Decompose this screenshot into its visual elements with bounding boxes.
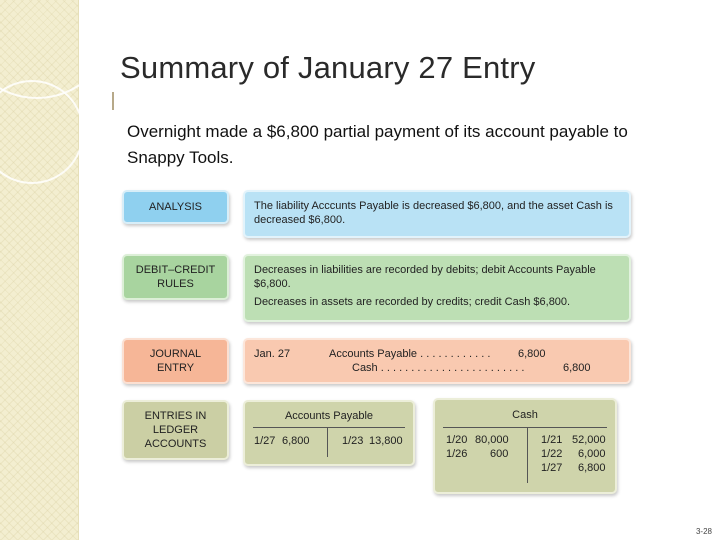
ledger-label-line2: LEDGER (152, 424, 199, 436)
ap-debit-date: 1/27 (254, 435, 276, 447)
t-account-divider (527, 427, 528, 483)
ap-debit-amount: 6,800 (282, 435, 310, 447)
slide-subtitle: Overnight made a $6,800 partial payment of its account payable to Snappy Tools. (127, 122, 628, 167)
journal-debit-amount: 6,800 (518, 348, 546, 360)
ledger-label-line3: ACCOUNTS (144, 438, 207, 450)
journal-date: Jan. 27 (254, 348, 291, 360)
debit-credit-label-box (122, 254, 229, 300)
ap-credit-date: 1/23 (342, 435, 364, 447)
ledger-label-box (122, 400, 229, 460)
debit-credit-label-line1: DEBIT–CREDIT (135, 264, 216, 276)
cash-title: Cash (512, 409, 538, 421)
decorative-circle (0, 80, 84, 184)
cash-debit-date: 1/20 (446, 434, 468, 446)
ap-credit-amount: 13,800 (369, 435, 403, 447)
t-account-rule (253, 427, 405, 428)
cash-debit-date: 1/26 (446, 448, 468, 460)
journal-credit-account: Cash . . . . . . . . . . . . . . . . . . . . . . . . (352, 362, 525, 374)
debit-rule-text: Decreases in liabilities are recorded by debits; debit Accounts Payable $6,800. (254, 264, 596, 290)
decorative-sidebar (0, 0, 79, 540)
t-account-divider (327, 427, 328, 457)
debit-credit-label-line2: RULES (157, 278, 194, 290)
cash-t-account (433, 398, 617, 494)
cash-credit-amount: 52,000 (572, 434, 606, 446)
cash-credit-date: 1/21 (541, 434, 563, 446)
cash-debit-amount: 80,000 (475, 434, 509, 446)
cash-credit-amount: 6,000 (578, 448, 606, 460)
journal-label-line1: JOURNAL (149, 348, 202, 360)
title-accent-rule (112, 92, 114, 110)
journal-content-box (243, 338, 631, 384)
credit-rule-text: Decreases in assets are recorded by credits; credit Cash $6,800. (254, 296, 571, 308)
journal-label-line2: ENTRY (156, 362, 195, 374)
debit-credit-content-box (243, 254, 631, 322)
slide-title: Summary of January 27 Entry (120, 50, 536, 85)
journal-label-box (122, 338, 229, 384)
analysis-label: ANALYSIS (149, 201, 202, 213)
journal-debit-account: Accounts Payable . . . . . . . . . . . . (329, 348, 491, 360)
accounts-payable-t-account (243, 400, 415, 466)
t-account-rule (443, 427, 607, 428)
page-number: 3-28 (695, 527, 712, 536)
ledger-label-line1: ENTRIES IN (144, 410, 207, 422)
journal-credit-amount: 6,800 (563, 362, 591, 374)
cash-credit-amount: 6,800 (578, 462, 606, 474)
cash-debit-amount: 600 (490, 448, 509, 460)
analysis-text: The liability Acccunts Payable is decreased $6,800, and the asset Cash is decreased $6,800. (254, 200, 613, 226)
analysis-label-box (122, 190, 229, 224)
accounts-payable-title: Accounts Payable (284, 410, 374, 422)
analysis-content-box (243, 190, 631, 238)
cash-credit-date: 1/22 (541, 448, 563, 460)
cash-credit-date: 1/27 (541, 462, 563, 474)
